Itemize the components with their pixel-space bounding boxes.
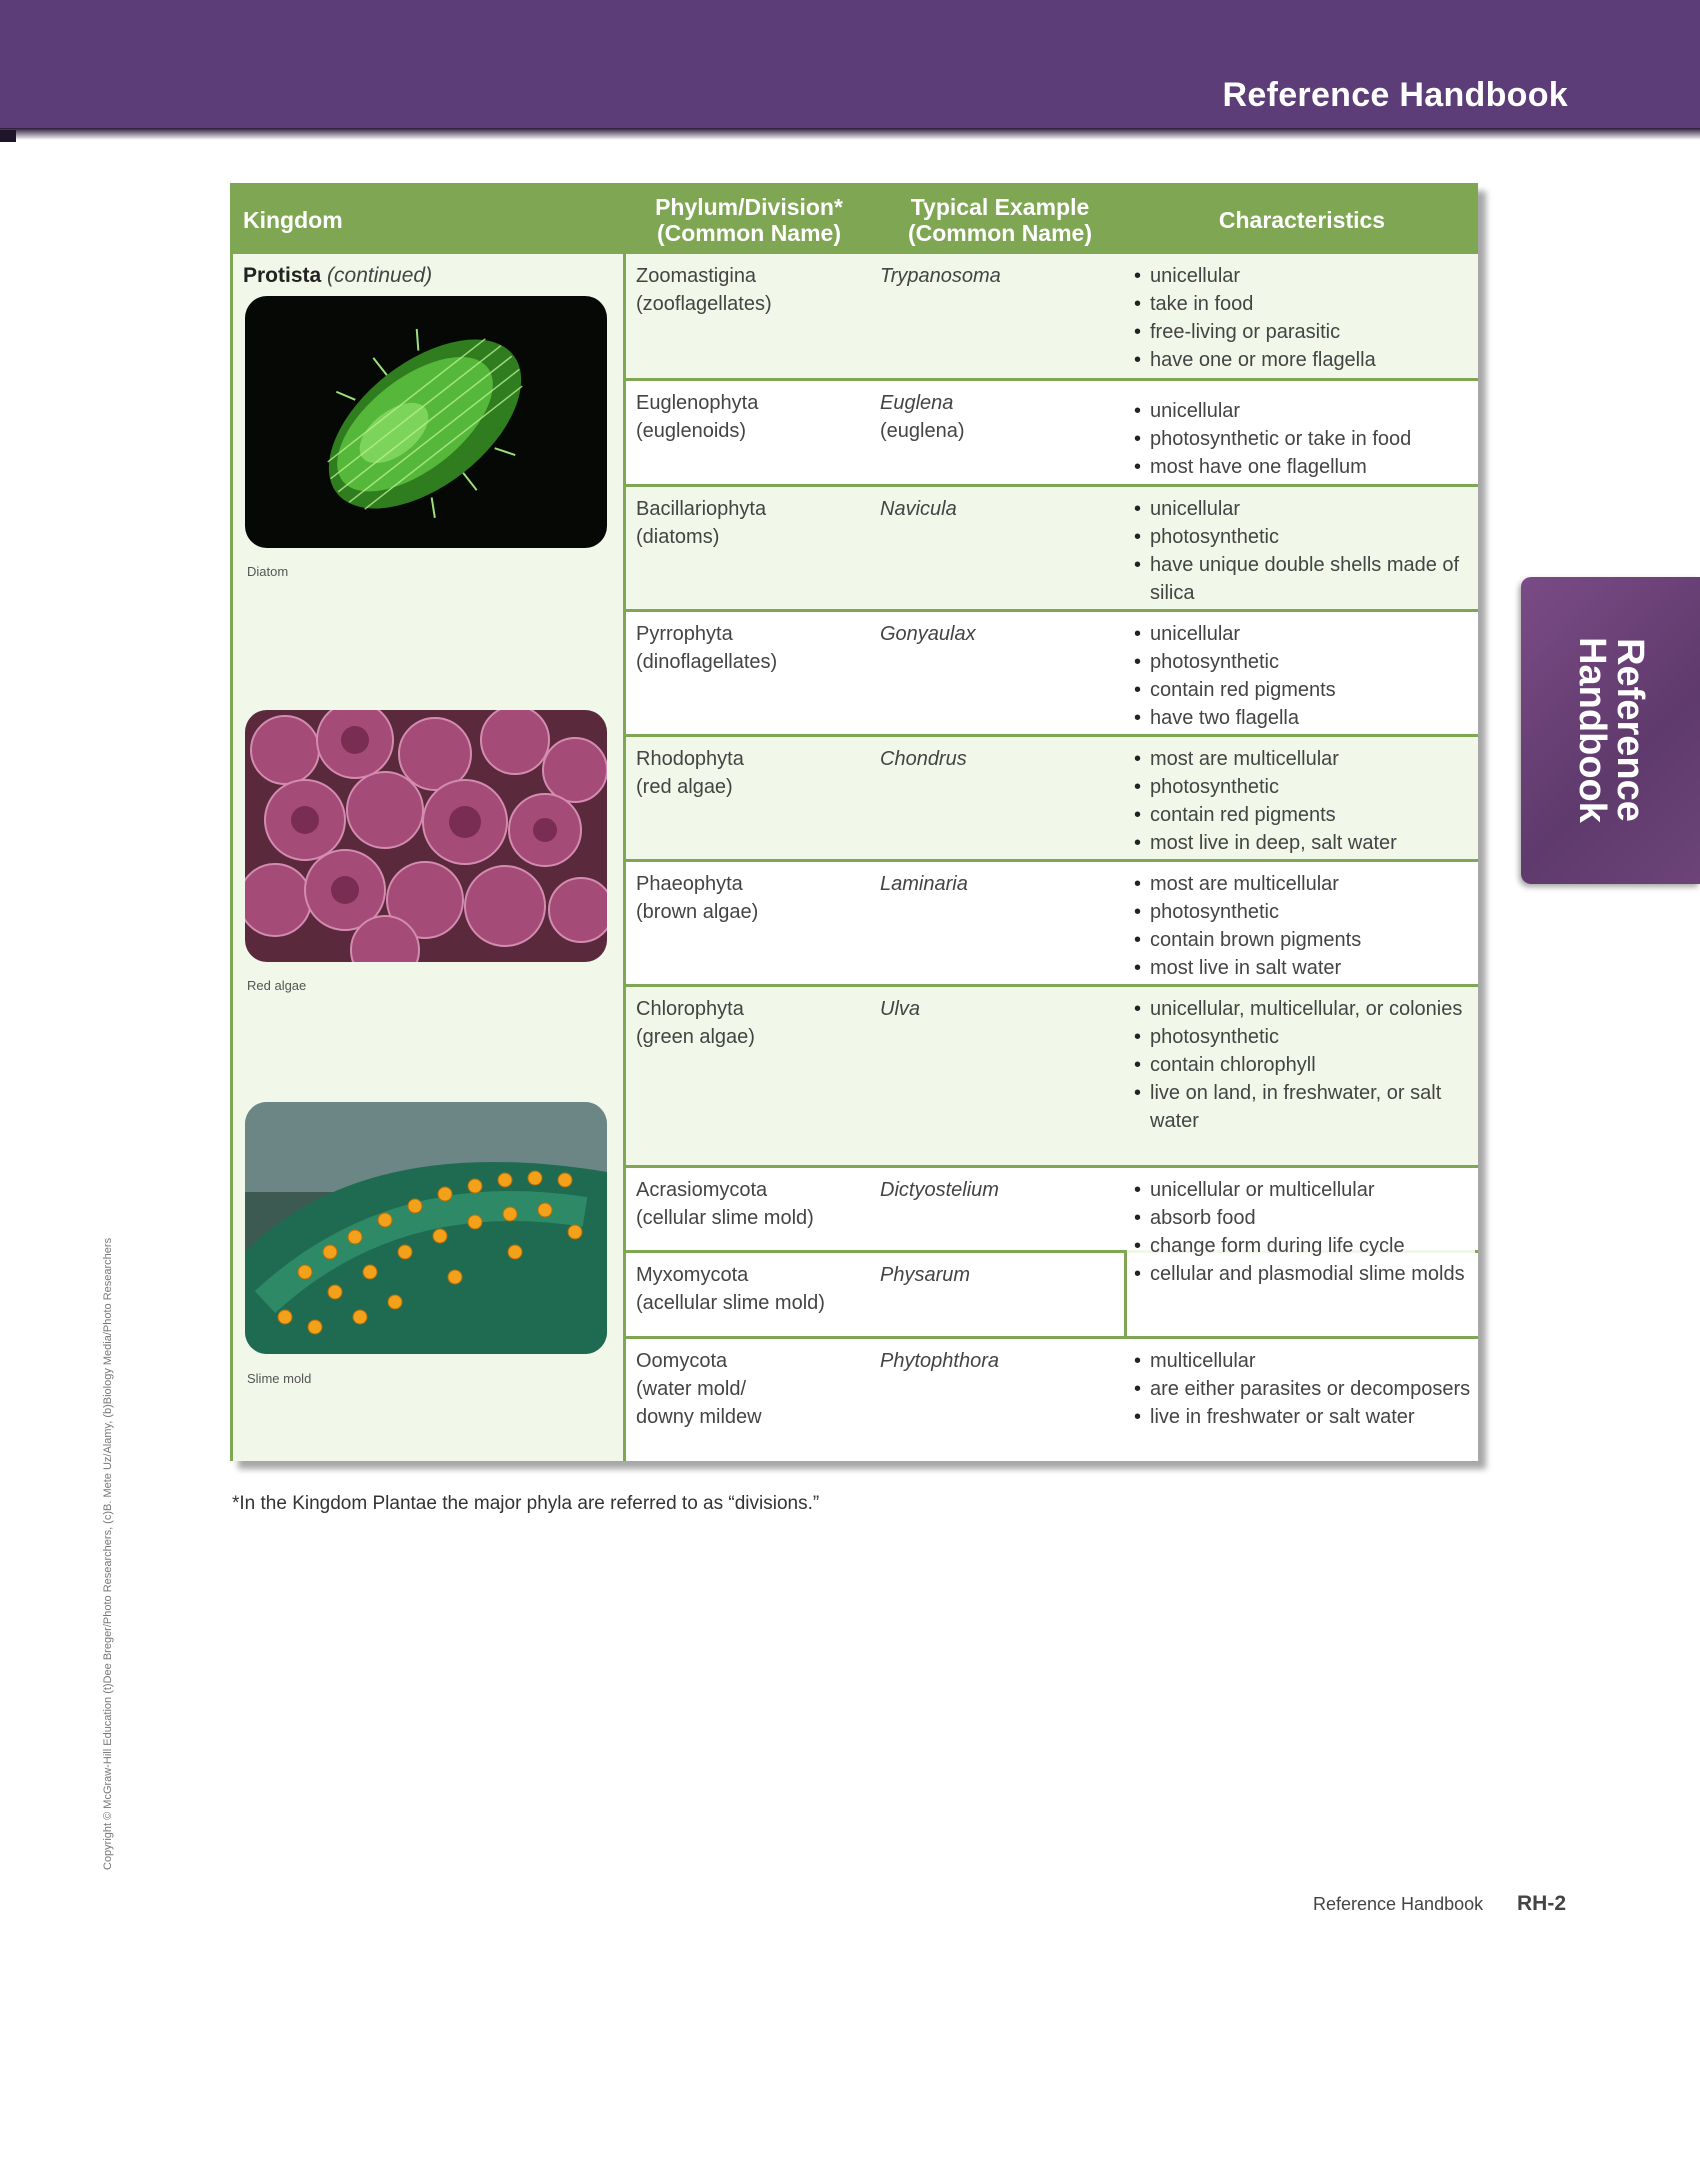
row-divider [626,859,1478,862]
characteristic-item: • most live in deep, salt water [1134,829,1474,857]
diatom-photo [245,296,607,548]
phylum-cell [636,620,866,676]
row-divider [626,609,1478,612]
phylum-name: Acrasiomycota [636,1179,768,1201]
characteristic-item: • most live in salt water [1134,954,1474,982]
example-name: Ulva [880,998,921,1020]
example-name: Trypanosoma [880,265,1001,287]
phylum-cell [636,745,866,801]
classification-table [230,183,1478,1461]
characteristic-item: • contain red pigments [1134,676,1474,704]
characteristic-item: • most have one flagellum [1134,453,1474,481]
characteristic-item: • have two flagella [1134,704,1474,732]
example-name: Dictyostelium [880,1179,999,1201]
characteristic-item: • unicellular [1134,620,1474,648]
phylum-name: Myxomycota [636,1264,749,1286]
phylum-common: (cellular slime mold) [636,1207,814,1229]
page-header-title: Reference Handbook [1222,76,1568,114]
slime-mold-caption: Slime mold [247,1371,312,1386]
table-row [626,487,1478,609]
table-row [626,737,1478,859]
table-row [626,612,1478,734]
side-tab-reference-handbook[interactable] [1521,577,1700,884]
phylum-cell [636,389,866,445]
phylum-name: Rhodophyta [636,748,744,770]
phylum-common: (acellular slime mold) [636,1292,825,1314]
header-characteristics: Characteristics [1218,207,1386,233]
characteristics-cell [1134,1176,1474,1288]
phylum-name: Oomycota [636,1350,728,1372]
characteristic-item: • live on land, in freshwater, or salt water [1134,1079,1474,1135]
phylum-name: Phaeophyta [636,873,743,895]
phylum-common: (water mold/ downy mildew [636,1378,762,1428]
characteristic-item: • multicellular [1134,1347,1474,1375]
header-phylum [625,186,873,254]
phylum-name: Chlorophyta [636,998,744,1020]
phylum-cell [636,870,866,926]
example-name: Gonyaulax [880,623,976,645]
example-cell [880,995,1110,1023]
row-divider [626,984,1478,987]
example-cell [880,1347,1110,1375]
table-row [626,1339,1478,1461]
phylum-common: (green algae) [636,1026,755,1048]
table-row [626,1253,1124,1336]
example-cell [880,262,1110,290]
characteristics-cell [1134,397,1474,481]
example-common: (euglena) [880,420,965,442]
phylum-name: Zoomastigina [636,265,757,287]
example-name: Navicula [880,498,957,520]
slime-mold-photo [245,1102,607,1354]
example-cell [880,495,1110,523]
phylum-name: Euglenophyta [636,392,759,414]
phylum-cell [636,1176,866,1232]
phylum-common: (brown algae) [636,901,759,923]
characteristic-item: • change form during life cycle [1134,1232,1474,1260]
characteristics-cell [1134,870,1474,982]
example-name: Physarum [880,1264,971,1286]
table-row [626,987,1478,1165]
table-footnote: *In the Kingdom Plantae the major phyla are referred to as “divisions.” [232,1493,820,1514]
example-cell [880,870,1110,898]
characteristics-cell [1134,495,1474,607]
characteristic-item: • cellular and plasmodial slime molds [1134,1260,1474,1288]
characteristic-item: • have unique double shells made of silica [1134,551,1474,607]
phylum-common: (diatoms) [636,526,720,548]
characteristic-item: • photosynthetic [1134,773,1474,801]
kingdom-column [233,254,623,1461]
characteristic-item: • most are multicellular [1134,745,1474,773]
row-divider [626,1165,1478,1168]
kingdom-name [243,264,432,288]
characteristic-item: • have one or more flagella [1134,346,1474,374]
row-divider [626,734,1478,737]
phylum-cell [636,995,866,1051]
characteristics-cell [1134,745,1474,857]
characteristics-cell [1134,262,1474,374]
phylum-common: (dinoflagellates) [636,651,778,673]
example-cell [880,389,1110,445]
diatom-caption: Diatom [247,564,289,579]
header-example-line2: (Common Name) [907,220,1092,246]
footer-label: Reference Handbook [1313,1894,1484,1914]
header-shadow [0,128,1700,140]
photo-credit: Copyright © McGraw-Hill Education (t)Dee Breger/Photo Researchers, (c)B. Mete Uz/Alamy, (b)Biology Media/Photo Researchers [102,1237,114,1870]
row-divider [626,378,1478,381]
phylum-cell [636,495,866,551]
characteristic-item: • photosynthetic [1134,898,1474,926]
red-algae-caption: Red algae [247,978,307,993]
row-divider [626,484,1478,487]
page-number: RH-2 [1517,1892,1567,1915]
side-tab-line1: Reference [1609,638,1651,822]
characteristic-item: • unicellular [1134,262,1474,290]
row-divider [626,1336,1478,1339]
phylum-name: Bacillariophyta [636,498,767,520]
characteristic-item: • photosynthetic or take in food [1134,425,1474,453]
example-cell [880,1261,1110,1289]
characteristic-item: • free-living or parasitic [1134,318,1474,346]
table-row [626,862,1478,984]
example-name: Euglena [880,392,954,414]
header-phylum-line1: Phylum/Division* [655,194,843,220]
header-example [877,186,1123,254]
header-tick [0,130,16,142]
characteristic-item: • unicellular [1134,495,1474,523]
kingdom-note: (continued) [327,264,433,287]
characteristics-cell [1134,995,1474,1135]
characteristic-item: • unicellular or multicellular [1134,1176,1474,1204]
characteristic-item: • photosynthetic [1134,648,1474,676]
phylum-common: (euglenoids) [636,420,747,442]
characteristic-item: • most are multicellular [1134,870,1474,898]
characteristics-cell [1134,1347,1474,1431]
example-name: Phytophthora [880,1350,999,1372]
table-row [626,381,1478,484]
characteristic-item: • unicellular, multicellular, or colonies [1134,995,1474,1023]
header-example-line1: Typical Example [910,194,1090,220]
header-phylum-line2: (Common Name) [656,220,841,246]
characteristic-item: • photosynthetic [1134,523,1474,551]
example-name: Chondrus [880,748,967,770]
characteristic-item: • live in freshwater or salt water [1134,1403,1474,1431]
characteristics-cell [1134,620,1474,732]
characteristic-item: • contain chlorophyll [1134,1051,1474,1079]
characteristic-item: • are either parasites or decomposers [1134,1375,1474,1403]
phylum-name: Pyrrophyta [636,623,733,645]
row-divider [626,1250,1124,1253]
characteristic-item: • absorb food [1134,1204,1474,1232]
red-algae-photo [245,710,607,962]
characteristic-item: • take in food [1134,290,1474,318]
example-cell [880,745,1110,773]
phylum-common: (zooflagellates) [636,293,772,315]
example-name: Laminaria [880,873,968,895]
characteristic-item: • unicellular [1134,397,1474,425]
side-tab-label [1573,637,1649,823]
characteristic-item: • contain brown pigments [1134,926,1474,954]
phylum-cell [636,1261,866,1317]
side-tab-line2: Handbook [1571,637,1613,823]
phylum-cell [636,262,866,318]
kingdom-name-text: Protista [243,264,322,287]
example-cell [880,1176,1110,1204]
phylum-common: (red algae) [636,776,733,798]
phylum-cell [636,1347,866,1431]
table-header [233,186,1475,254]
characteristic-item: • photosynthetic [1134,1023,1474,1051]
header-kingdom: Kingdom [243,207,343,233]
table-row [626,254,1478,378]
example-cell [880,620,1110,648]
characteristic-item: • contain red pigments [1134,801,1474,829]
